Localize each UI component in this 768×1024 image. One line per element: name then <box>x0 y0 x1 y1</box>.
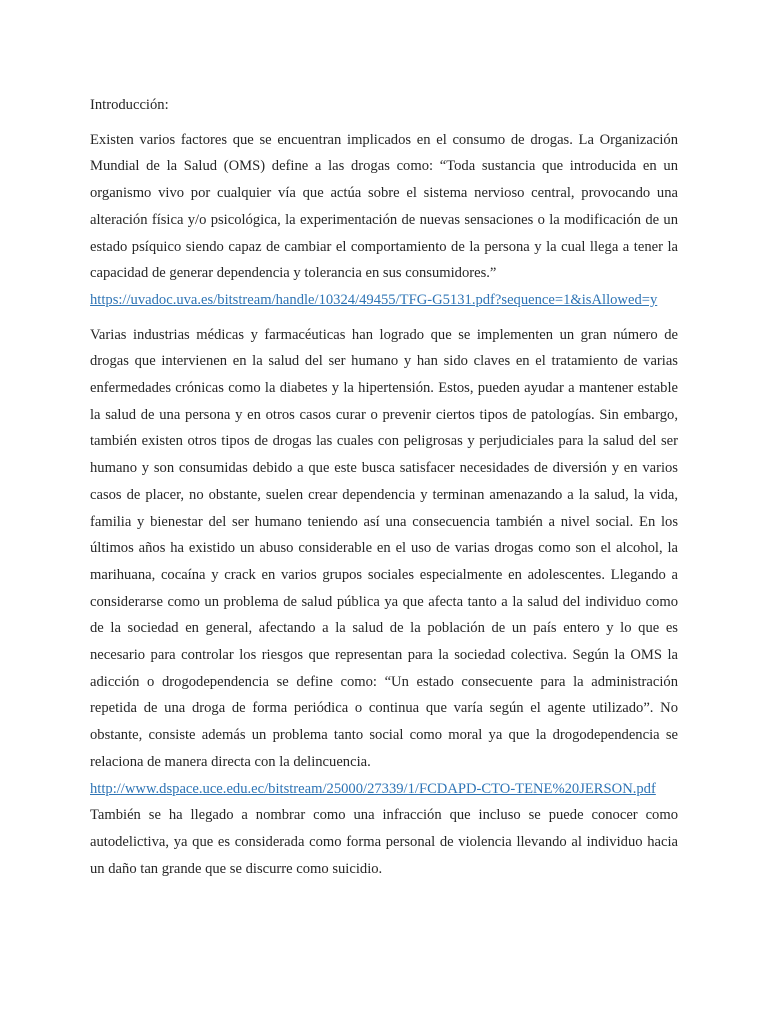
reference-link-dspace[interactable]: http://www.dspace.uce.edu.ec/bitstream/25000/27339/1/FCDAPD-CTO-TENE%20JERSON.pdf <box>90 780 656 797</box>
document-body <box>90 92 678 890</box>
reference-link-uvadoc[interactable]: https://uvadoc.uva.es/bitstream/handle/10324/49455/TFG-G5131.pdf?sequence=1&isAllowed=y <box>90 291 658 308</box>
section-heading: Introducción: <box>90 97 169 113</box>
paragraph-drug-industries: Varias industrias médicas y farmacéuticas han logrado que se implementen un gran número de drogas que intervienen en la salud del ser humano y han sido claves en el tratamiento de varias enfermedades crónicas como la diabetes y la hipertensión. Estos, pueden ayudar a mantener estable la salud de una persona y en otros casos curar o prevenir ciertos tipos de patologías. Sin embargo, también existen otros tipos de drogas las cuales con peligrosas y perjudiciales para la salud del ser humano y son consumidas debido a que este busca satisfacer necesidades de diversión y en varios casos de placer, no obstante, suelen crear dependencia y terminan amenazando a la salud, la vida, familia y bienestar del ser humano teniendo así una consecuencia también a nivel social. En los últimos años ha existido un abuso considerable en el uso de varias drogas como son el alcohol, la marihuana, cocaína y crack en varios grupos sociales especialmente en adolescentes. Llegando a considerarse como un problema de salud pública ya que afecta tanto a la salud del individuo como de la sociedad en general, afectando a la salud de la población de un país entero y lo que es necesario para controlar los riesgos que representan para la sociedad colectiva. Según la OMS la adicción o drogodependencia se define como: “Un estado consecuente para la administración repetida de una droga de forma periódica o continua que varía según el agente utilizado”. No obstante, consiste además un problema tanto social como moral ya que la drogodependencia se relaciona de manera directa con la delincuencia. <box>90 326 678 770</box>
paragraph-oms-definition: Existen varios factores que se encuentran implicados en el consumo de drogas. La Organización Mundial de la Salud (OMS) define a las drogas como: “Toda sustancia que introducida en un organismo vivo por cualquier vía que actúa sobre el sistema nervioso central, provocando una alteración física y/o psicológica, la experimentación de nuevas sensaciones o la modificación de un estado psíquico siendo capaz de cambiar el comportamiento de la persona y la cual llega a tener la capacidad de generar dependencia y tolerancia en sus consumidores.” <box>90 131 678 282</box>
paragraph-autodelictiva: También se ha llegado a nombrar como una infracción que incluso se puede conocer como autodelictiva, ya que es considerada como forma personal de violencia llevando al individuo hacia un daño tan grande que se discurre como suicidio. <box>90 807 678 877</box>
